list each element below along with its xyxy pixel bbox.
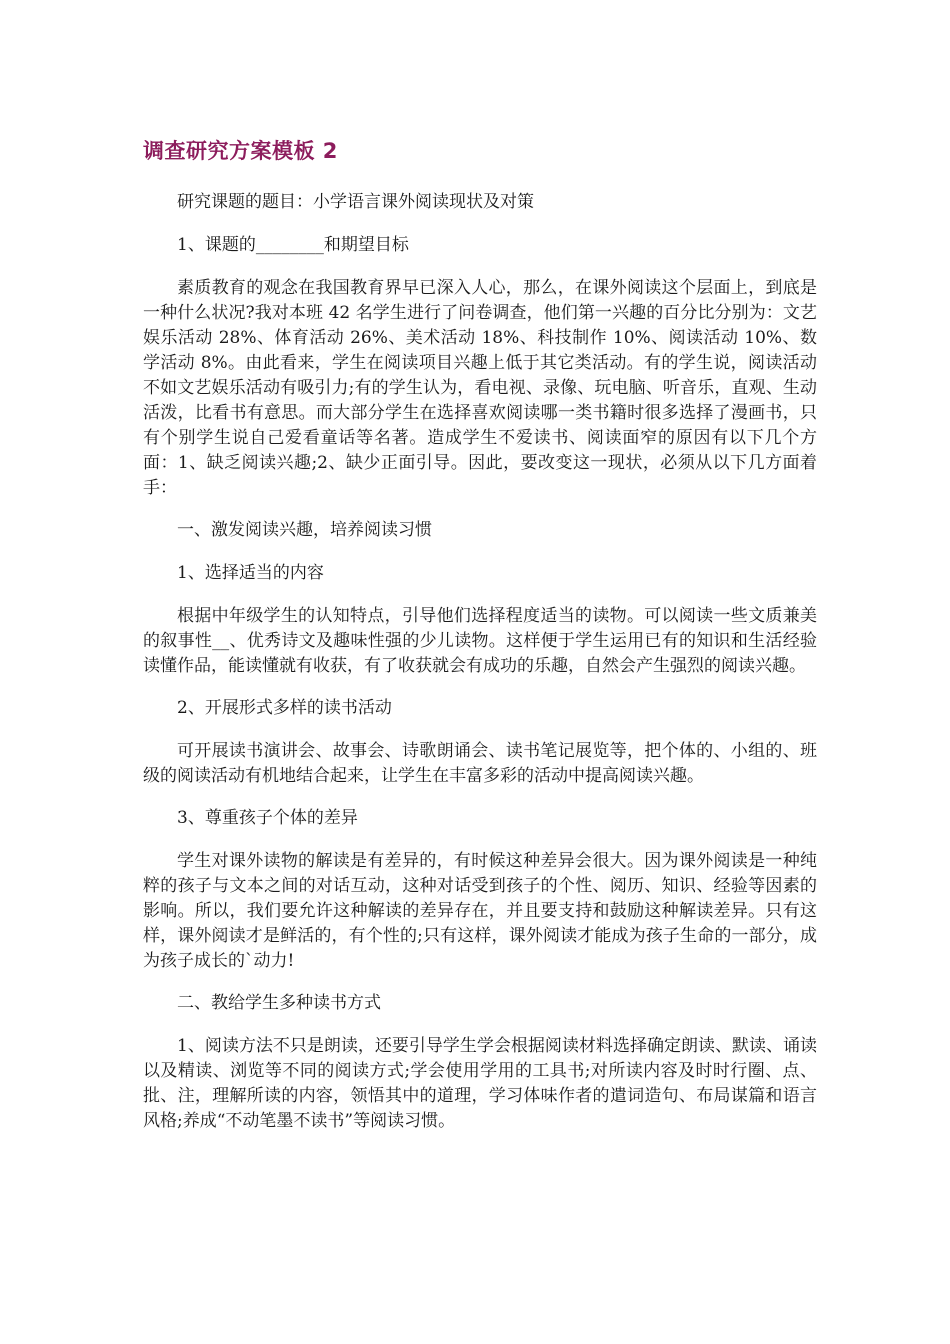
body-paragraph: 可开展读书演讲会、故事会、诗歌朗诵会、读书笔记展览等，把个体的、小组的、班级的阅读活动有机地结合起来，让学生在丰富多彩的活动中提高阅读兴趣。 (143, 741, 817, 786)
section-heading: 1、课题的________和期望目标 (177, 235, 409, 255)
body-paragraph: 学生对课外读物的解读是有差异的，有时候这种差异会很大。因为课外阅读是一种纯粹的孩子与文本之间的对话互动，这种对话受到孩子的个性、阅历、知识、经验等因素的影响。所以，我们要允许这种解读的差异存在，并且要支持和鼓励这种解读差异。只有这样，课外阅读才是鲜活的，有个性的;只有这样，课外阅读才能成为孩子生命的一部分，成为孩子成长的`动力! (143, 851, 817, 971)
document-title: 调查研究方案模板 2 (143, 139, 338, 163)
subsection-heading: 2、开展形式多样的读书活动 (177, 698, 392, 718)
body-paragraph: 1、阅读方法不只是朗读，还要引导学生学会根据阅读材料选择确定朗读、默读、诵读以及精读、浏览等不同的阅读方式;学会使用学用的工具书;对所读内容及时时行圈、点、批、注，理解所读的内容，领悟其中的道理，学习体味作者的遣词造句、布局谋篇和语言风格;养成“不动笔墨不读书”等阅读习惯。 (143, 1036, 817, 1131)
document-body (143, 190, 817, 1151)
section-heading: 一、激发阅读兴趣，培养阅读习惯 (177, 520, 432, 540)
research-topic: 研究课题的题目：小学语言课外阅读现状及对策 (177, 192, 534, 212)
subsection-heading: 1、选择适当的内容 (177, 563, 324, 583)
body-paragraph: 根据中年级学生的认知特点，引导他们选择程度适当的读物。可以阅读一些文质兼美的叙事性__、优秀诗文及趣味性强的少儿读物。这样便于学生运用已有的知识和生活经验读懂作品，能读懂就有收获，有了收获就会有成功的乐趣，自然会产生强烈的阅读兴趣。 (143, 606, 817, 676)
body-paragraph: 素质教育的观念在我国教育界早已深入人心，那么，在课外阅读这个层面上，到底是一种什么状况?我对本班 42 名学生进行了问卷调查，他们第一兴趣的百分比分别为：文艺娱乐活动 28%、体育活动 26%、美术活动 18%、科技制作 10%、阅读活动 10%、数学活动 8%。由此看来，学生在阅读项目兴趣上低于其它类活动。有的学生说，阅读活动不如文艺娱乐活动有吸引力;有的学生认为，看电视、录像、玩电脑、听音乐，直观、生动活泼，比看书有意思。而大部分学生在选择喜欢阅读哪一类书籍时很多选择了漫画书，只有个别学生说自己爱看童话等名著。造成学生不爱读书、阅读面窄的原因有以下几个方面：1、缺乏阅读兴趣;2、缺少正面引导。因此，要改变这一现状，必须从以下几方面着手： (143, 278, 817, 498)
subsection-heading: 3、尊重孩子个体的差异 (177, 808, 358, 828)
section-heading: 二、教给学生多种读书方式 (177, 993, 381, 1013)
